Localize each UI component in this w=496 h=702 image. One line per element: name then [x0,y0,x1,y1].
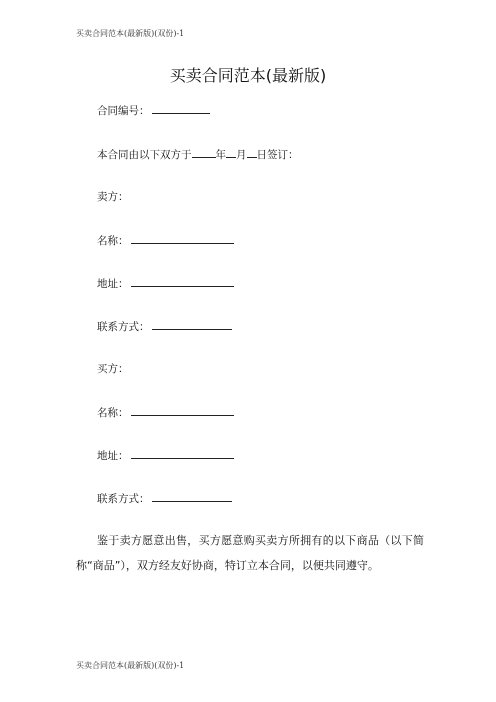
day-blank[interactable] [247,146,257,158]
seller-name-blank[interactable] [131,232,234,244]
contract-number-label: 合同编号： [97,105,150,117]
contract-number-blank[interactable] [152,102,210,114]
intro-line [97,146,299,162]
seller-address-blank[interactable] [131,275,234,287]
buyer-contact-blank[interactable] [152,490,232,502]
seller-heading: 卖方： [97,191,129,203]
year-blank[interactable] [192,146,216,158]
buyer-name-line [97,404,234,420]
intro-text-d: 日签订： [256,149,299,161]
seller-contact-line [97,318,232,334]
buyer-name-blank[interactable] [131,404,234,416]
seller-name-line [97,232,234,248]
seller-contact-blank[interactable] [152,318,232,330]
contract-number-line [97,102,210,118]
seller-address-label: 地址： [97,278,129,290]
intro-text-c: 月 [236,149,247,161]
month-blank[interactable] [226,146,236,158]
page-header: 买卖合同范本(最新版)(双份)-1 [76,29,185,38]
buyer-address-blank[interactable] [131,447,234,459]
seller-contact-label: 联系方式： [97,321,150,333]
buyer-heading: 买方： [97,363,129,375]
intro-text-b: 年 [215,149,226,161]
buyer-contact-label: 联系方式： [97,493,150,505]
intro-text-a: 本合同由以下双方于 [97,149,192,161]
buyer-address-label: 地址： [97,450,129,462]
buyer-name-label: 名称： [97,407,129,419]
page-footer: 买卖合同范本(最新版)(双份)-1 [76,661,185,670]
document-title: 买卖合同范本(最新版) [169,66,327,85]
body-paragraph: 鉴于卖方愿意出售，买方愿意购买卖方所拥有的以下商品（以下简称“商品”），双方经友好协商，特订立本合同，以便共同遵守。 [76,534,424,572]
buyer-address-line [97,447,234,463]
seller-address-line [97,275,234,291]
seller-name-label: 名称： [97,235,129,247]
buyer-contact-line [97,490,232,506]
